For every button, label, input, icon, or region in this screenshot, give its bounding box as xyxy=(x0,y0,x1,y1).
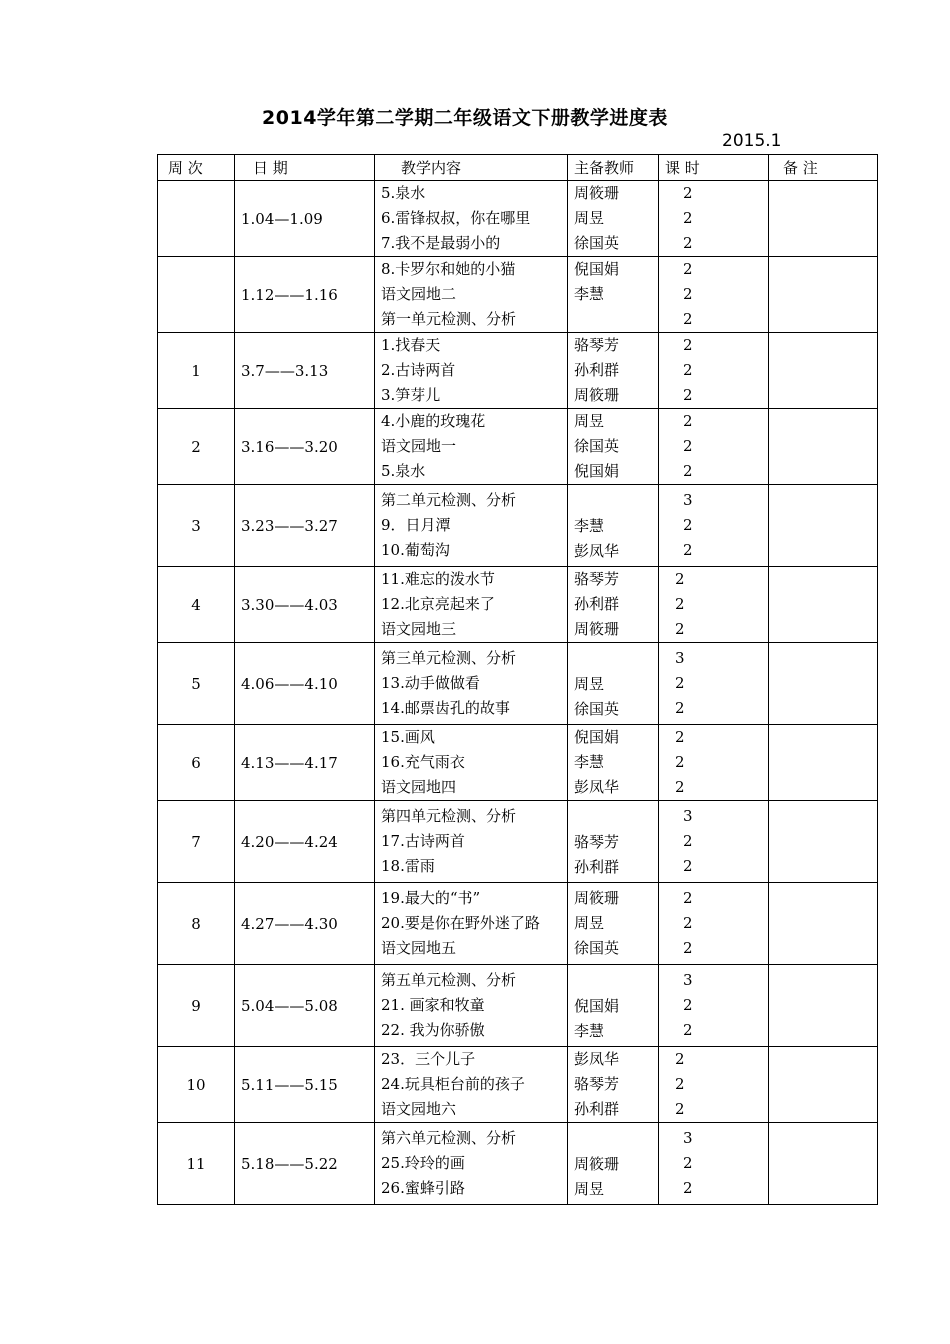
week-cell: 6 xyxy=(158,725,235,801)
cell-line: 15.画风 xyxy=(381,728,435,746)
cell-line: 2 xyxy=(675,728,685,746)
cell-line: 20.要是你在野外迷了路 xyxy=(381,914,540,932)
cell-line: 12.北京亮起来了 xyxy=(381,595,495,613)
hours-cell xyxy=(659,1047,769,1123)
header-teacher: 主备教师 xyxy=(568,155,659,181)
cell-line: 2 xyxy=(683,1179,693,1197)
cell-line: 徐国英 xyxy=(574,234,620,252)
cell-line: 第二单元检测、分析 xyxy=(381,491,517,509)
notes-cell xyxy=(769,1123,878,1205)
cell-line: 语文园地二 xyxy=(381,285,457,303)
header-notes: 备 注 xyxy=(769,155,878,181)
date-cell: 5.18——5.22 xyxy=(235,1123,375,1205)
cell-line: 语文园地六 xyxy=(381,1100,457,1118)
cell-line: 2 xyxy=(683,889,693,907)
cell-line: 第一单元检测、分析 xyxy=(381,310,517,328)
cell-line: 周筱珊 xyxy=(574,889,620,907)
notes-cell xyxy=(769,567,878,643)
content-cell xyxy=(375,567,568,643)
cell-line: 周筱珊 xyxy=(574,386,620,404)
content-cell xyxy=(375,965,568,1047)
teacher-cell xyxy=(568,883,659,965)
cell-line: 2 xyxy=(683,541,693,559)
cell-line: 2.古诗两首 xyxy=(381,361,456,379)
week-cell: 2 xyxy=(158,409,235,485)
date-cell: 1.04—1.09 xyxy=(235,181,375,257)
date-cell: 1.12——1.16 xyxy=(235,257,375,333)
teacher-cell xyxy=(568,801,659,883)
content-cell xyxy=(375,485,568,567)
cell-line: 2 xyxy=(675,570,685,588)
cell-line: 2 xyxy=(683,832,693,850)
notes-cell xyxy=(769,801,878,883)
content-cell xyxy=(375,883,568,965)
cell-line: 徐国英 xyxy=(574,939,620,957)
hours-cell xyxy=(659,801,769,883)
teacher-cell xyxy=(568,333,659,409)
cell-line: 2 xyxy=(683,260,693,278)
cell-line: 8.卡罗尔和她的小猫 xyxy=(381,260,516,278)
date-cell: 3.7——3.13 xyxy=(235,333,375,409)
hours-cell xyxy=(659,409,769,485)
cell-line: 26.蜜蜂引路 xyxy=(381,1179,465,1197)
cell-line: 2 xyxy=(675,674,685,692)
hours-cell xyxy=(659,1123,769,1205)
cell-line: 语文园地三 xyxy=(381,620,457,638)
cell-line: 李慧 xyxy=(574,1022,605,1040)
cell-line: 2 xyxy=(675,620,685,638)
cell-line: 倪国娟 xyxy=(574,728,620,746)
cell-line: 14.邮票齿孔的故事 xyxy=(381,699,510,717)
week-cell: 11 xyxy=(158,1123,235,1205)
week-cell: 4 xyxy=(158,567,235,643)
cell-line: 2 xyxy=(683,285,693,303)
cell-line: 25.玲玲的画 xyxy=(381,1154,465,1172)
week-cell xyxy=(158,181,235,257)
week-cell: 10 xyxy=(158,1047,235,1123)
teacher-cell xyxy=(568,485,659,567)
hours-cell xyxy=(659,257,769,333)
content-cell xyxy=(375,725,568,801)
cell-line: 10.葡萄沟 xyxy=(381,541,450,559)
cell-line: 17.古诗两首 xyxy=(381,832,465,850)
teacher-cell xyxy=(568,567,659,643)
cell-line: 倪国娟 xyxy=(574,997,620,1015)
cell-line: 23．三个儿子 xyxy=(381,1050,476,1068)
cell-line: 24.玩具柜台前的孩子 xyxy=(381,1075,525,1093)
cell-line: 3 xyxy=(683,971,693,989)
date-cell: 3.16——3.20 xyxy=(235,409,375,485)
cell-line: 19.最大的“书” xyxy=(381,889,481,907)
content-cell xyxy=(375,801,568,883)
cell-line: 2 xyxy=(675,1050,685,1068)
cell-line: 李慧 xyxy=(574,753,605,771)
document-date: 2015.1 xyxy=(722,131,782,151)
hours-cell xyxy=(659,883,769,965)
table-header-row xyxy=(158,155,878,181)
cell-line: 2 xyxy=(683,462,693,480)
date-cell: 5.11——5.15 xyxy=(235,1047,375,1123)
cell-line: 2 xyxy=(675,699,685,717)
cell-line: 11.难忘的泼水节 xyxy=(381,570,495,588)
cell-line: 周昱 xyxy=(574,412,605,430)
teacher-cell xyxy=(568,643,659,725)
hours-cell xyxy=(659,725,769,801)
cell-line: 2 xyxy=(683,437,693,455)
hours-cell xyxy=(659,567,769,643)
cell-line: 语文园地四 xyxy=(381,778,457,796)
content-cell xyxy=(375,257,568,333)
content-cell xyxy=(375,643,568,725)
cell-line: 周昱 xyxy=(574,1180,605,1198)
cell-line: 第四单元检测、分析 xyxy=(381,807,517,825)
cell-line: 周昱 xyxy=(574,914,605,932)
cell-line: 徐国英 xyxy=(574,437,620,455)
content-cell xyxy=(375,1123,568,1205)
cell-line: 2 xyxy=(683,234,693,252)
cell-line: 3 xyxy=(683,491,693,509)
cell-line: 孙利群 xyxy=(574,1100,620,1118)
table-row xyxy=(158,1123,878,1205)
hours-cell xyxy=(659,333,769,409)
table-row xyxy=(158,485,878,567)
cell-line: 孙利群 xyxy=(574,858,620,876)
cell-line: 4.小鹿的玫瑰花 xyxy=(381,412,486,430)
cell-line: 1.找春天 xyxy=(381,336,441,354)
cell-line: 倪国娟 xyxy=(574,260,620,278)
cell-line: 2 xyxy=(683,996,693,1014)
content-cell xyxy=(375,181,568,257)
cell-line: 2 xyxy=(675,1100,685,1118)
cell-line: 3 xyxy=(683,1129,693,1147)
content-cell xyxy=(375,409,568,485)
week-cell: 7 xyxy=(158,801,235,883)
cell-line: 2 xyxy=(683,1021,693,1039)
teacher-cell xyxy=(568,409,659,485)
cell-line: 9．日月潭 xyxy=(381,516,451,534)
notes-cell xyxy=(769,333,878,409)
cell-line: 周筱珊 xyxy=(574,184,620,202)
table-row xyxy=(158,409,878,485)
header-date: 日 期 xyxy=(235,155,375,181)
table-row xyxy=(158,965,878,1047)
cell-line: 2 xyxy=(683,939,693,957)
teacher-cell xyxy=(568,1123,659,1205)
week-cell: 3 xyxy=(158,485,235,567)
cell-line: 彭凤华 xyxy=(574,778,620,796)
cell-line: 彭凤华 xyxy=(574,1050,620,1068)
hours-cell xyxy=(659,181,769,257)
cell-line: 2 xyxy=(683,209,693,227)
cell-line: 李慧 xyxy=(574,285,605,303)
cell-line: 2 xyxy=(675,778,685,796)
cell-line: 周昱 xyxy=(574,675,605,693)
cell-line: 2 xyxy=(675,1075,685,1093)
cell-line: 3 xyxy=(683,807,693,825)
table-row xyxy=(158,883,878,965)
document-title: 2014学年第二学期二年级语文下册教学进度表 xyxy=(262,107,668,129)
notes-cell xyxy=(769,883,878,965)
notes-cell xyxy=(769,409,878,485)
cell-line: 语文园地五 xyxy=(381,939,457,957)
cell-line: 22. 我为你骄傲 xyxy=(381,1021,485,1039)
notes-cell xyxy=(769,1047,878,1123)
teacher-cell xyxy=(568,1047,659,1123)
notes-cell xyxy=(769,181,878,257)
cell-line: 李慧 xyxy=(574,517,605,535)
notes-cell xyxy=(769,965,878,1047)
cell-line: 2 xyxy=(683,412,693,430)
week-cell: 5 xyxy=(158,643,235,725)
date-cell: 3.23——3.27 xyxy=(235,485,375,567)
table-row xyxy=(158,801,878,883)
cell-line: 2 xyxy=(683,914,693,932)
cell-line: 2 xyxy=(683,361,693,379)
week-cell: 1 xyxy=(158,333,235,409)
cell-line: 彭凤华 xyxy=(574,542,620,560)
table-row xyxy=(158,725,878,801)
table-row xyxy=(158,567,878,643)
cell-line: 语文园地一 xyxy=(381,437,457,455)
cell-line: 18.雷雨 xyxy=(381,857,435,875)
cell-line: 骆琴芳 xyxy=(574,833,620,851)
date-cell: 5.04——5.08 xyxy=(235,965,375,1047)
week-cell xyxy=(158,257,235,333)
teacher-cell xyxy=(568,725,659,801)
cell-line: 2 xyxy=(683,184,693,202)
hours-cell xyxy=(659,485,769,567)
notes-cell xyxy=(769,725,878,801)
cell-line: 孙利群 xyxy=(574,361,620,379)
teacher-cell xyxy=(568,257,659,333)
notes-cell xyxy=(769,485,878,567)
teacher-cell xyxy=(568,965,659,1047)
cell-line: 3.笋芽儿 xyxy=(381,386,441,404)
cell-line: 骆琴芳 xyxy=(574,570,620,588)
hours-cell xyxy=(659,965,769,1047)
date-cell: 3.30——4.03 xyxy=(235,567,375,643)
date-cell: 4.20——4.24 xyxy=(235,801,375,883)
cell-line: 2 xyxy=(683,336,693,354)
cell-line: 周昱 xyxy=(574,209,605,227)
schedule-table xyxy=(157,154,878,1205)
content-cell xyxy=(375,333,568,409)
cell-line: 骆琴芳 xyxy=(574,1075,620,1093)
cell-line: 第三单元检测、分析 xyxy=(381,649,517,667)
cell-line: 6.雷锋叔叔，你在哪里 xyxy=(381,209,531,227)
header-content: 教学内容 xyxy=(375,155,568,181)
cell-line: 倪国娟 xyxy=(574,462,620,480)
header-week: 周 次 xyxy=(158,155,235,181)
cell-line: 第五单元检测、分析 xyxy=(381,971,517,989)
cell-line: 21. 画家和牧童 xyxy=(381,996,485,1014)
cell-line: 2 xyxy=(675,595,685,613)
week-cell: 8 xyxy=(158,883,235,965)
cell-line: 2 xyxy=(683,386,693,404)
cell-line: 2 xyxy=(683,1154,693,1172)
cell-line: 周筱珊 xyxy=(574,1155,620,1173)
week-cell: 9 xyxy=(158,965,235,1047)
date-cell: 4.13——4.17 xyxy=(235,725,375,801)
cell-line: 孙利群 xyxy=(574,595,620,613)
cell-line: 3 xyxy=(675,649,685,667)
table-row xyxy=(158,333,878,409)
cell-line: 16.充气雨衣 xyxy=(381,753,465,771)
cell-line: 徐国英 xyxy=(574,700,620,718)
hours-cell xyxy=(659,643,769,725)
cell-line: 周筱珊 xyxy=(574,620,620,638)
table-row xyxy=(158,1047,878,1123)
cell-line: 2 xyxy=(675,753,685,771)
cell-line: 5.泉水 xyxy=(381,184,426,202)
date-cell: 4.27——4.30 xyxy=(235,883,375,965)
cell-line: 5.泉水 xyxy=(381,462,426,480)
cell-line: 7.我不是最弱小的 xyxy=(381,234,501,252)
cell-line: 13.动手做做看 xyxy=(381,674,480,692)
header-hours: 课 时 xyxy=(659,155,769,181)
table-row xyxy=(158,257,878,333)
cell-line: 第六单元检测、分析 xyxy=(381,1129,517,1147)
cell-line: 2 xyxy=(683,857,693,875)
notes-cell xyxy=(769,257,878,333)
cell-line: 骆琴芳 xyxy=(574,336,620,354)
notes-cell xyxy=(769,643,878,725)
table-row xyxy=(158,643,878,725)
content-cell xyxy=(375,1047,568,1123)
teacher-cell xyxy=(568,181,659,257)
table-row xyxy=(158,181,878,257)
date-cell: 4.06——4.10 xyxy=(235,643,375,725)
cell-line: 2 xyxy=(683,310,693,328)
cell-line: 2 xyxy=(683,516,693,534)
